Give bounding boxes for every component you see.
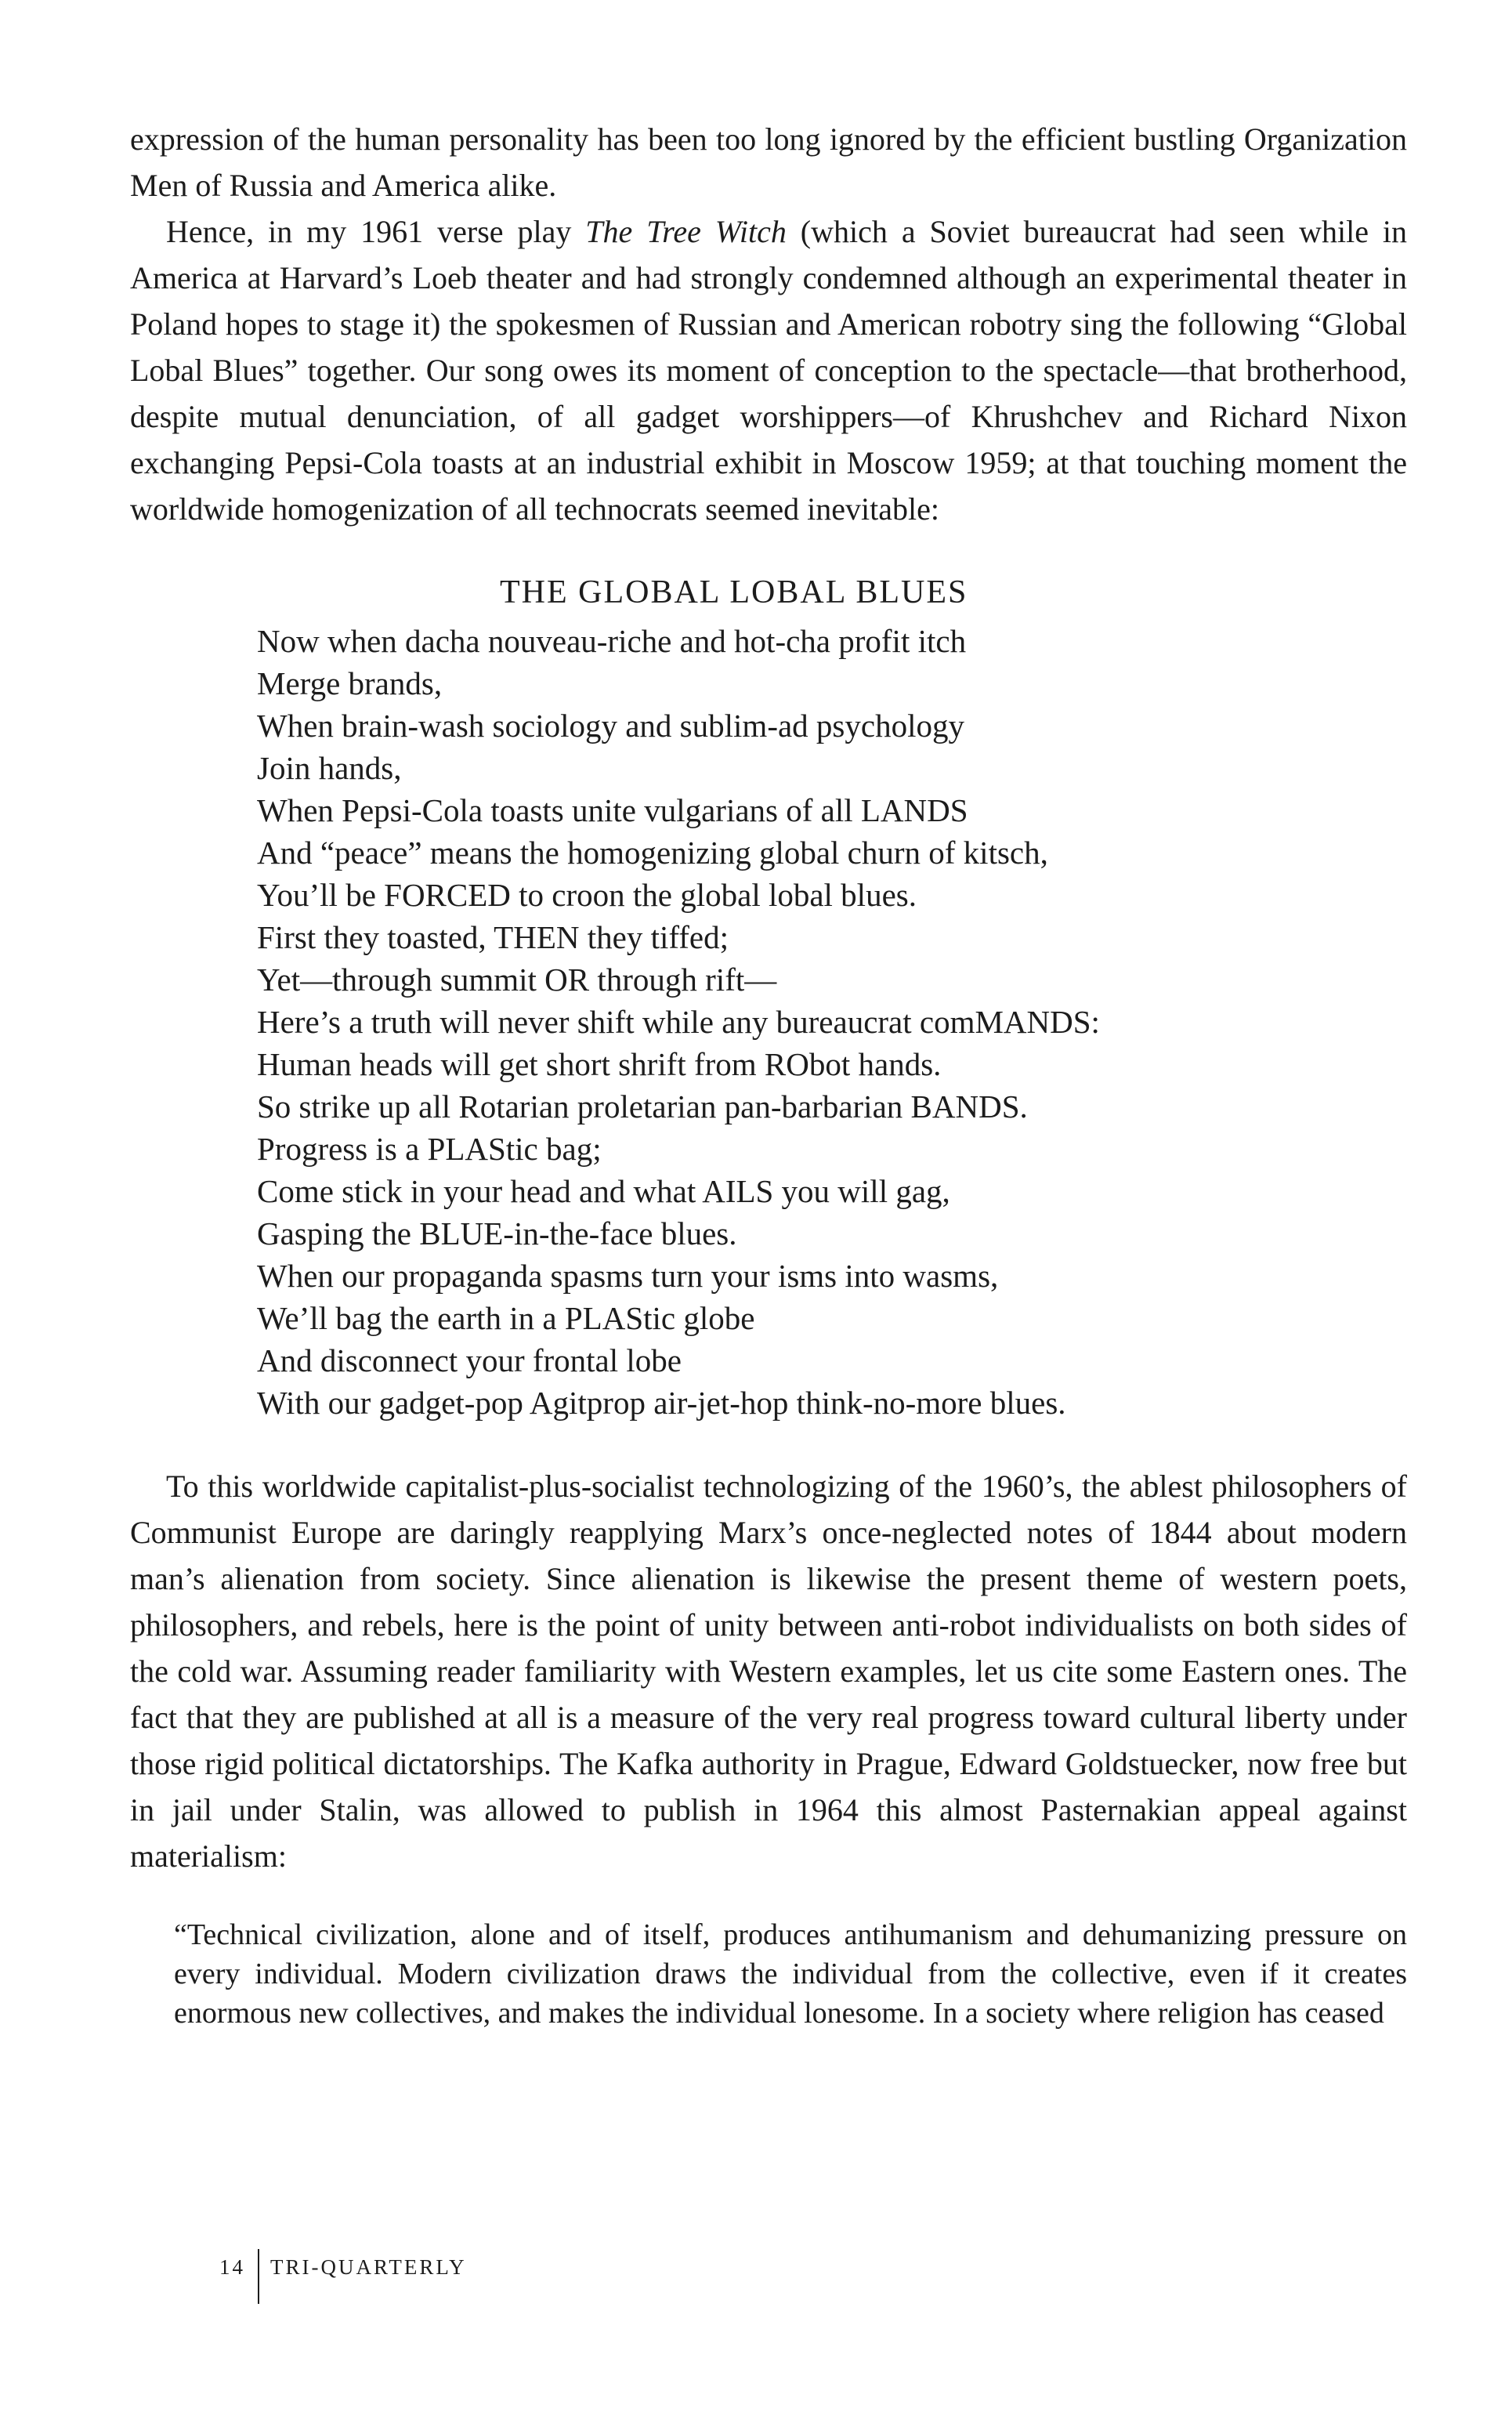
poem-line: Come stick in your head and what AILS you will gag, <box>257 1173 950 1209</box>
poem-line: Progress is a PLAStic bag; <box>257 1131 602 1167</box>
poem-line: When Pepsi-Cola toasts unite vulgarians of all LANDS <box>257 792 968 828</box>
poem-line: So strike up all Rotarian proletarian pan-barbarian BANDS. <box>257 1088 1028 1125</box>
poem <box>257 571 1407 1424</box>
poem-line: Now when dacha nouveau-riche and hot-cha profit itch <box>257 623 967 659</box>
page-footer <box>219 2240 467 2294</box>
play-title: The Tree Witch <box>585 214 787 249</box>
poem-line: We’ll bag the earth in a PLAStic globe <box>257 1300 755 1336</box>
poem-line: Yet—through summit OR through rift— <box>257 962 777 998</box>
paragraph-continuation: expression of the human personality has been too long ignored by the efficient bustling Organization Men of Russia and America alike. <box>130 121 1407 203</box>
paragraph-alienation: To this worldwide capitalist-plus-socialist technologizing of the 1960’s, the ablest philosophers of Communist Europe are daringly reapplying Marx’s once-neglected notes of 1844 about modern man’s alienation from society. Since alienation is likewise the present theme of western poets, philosophers, and rebels, here is the point of unity between anti-robot individualists on both sides of the cold war. Assuming reader familiarity with Western examples, let us cite some Eastern ones. The fact that they are published at all is a measure of the very real progress toward cultural liberty under those rigid political dictatorships. The Kafka authority in Prague, Edward Goldstuecker, now free but in jail under Stalin, was allowed to publish in 1964 this almost Pasternakian appeal against materialism: <box>130 1469 1407 1874</box>
paragraph-tree-witch-lead: Hence, in my 1961 verse play <box>166 214 586 249</box>
footer-divider <box>258 2249 259 2304</box>
poem-lines <box>257 620 1407 1424</box>
poem-line: Human heads will get short shrift from RObot hands. <box>257 1046 942 1082</box>
poem-line: Here’s a truth will never shift while any bureaucrat comMANDS: <box>257 1004 1100 1040</box>
poem-line: With our gadget-pop Agitprop air-jet-hop think-no-more blues. <box>257 1385 1066 1421</box>
paragraph-tree-witch-body: (which a Soviet bureaucrat had seen while in America at Harvard’s Loeb theater and had strongly condemned although an experimental theater in Poland hopes to stage it) the spokesmen of Russian and American robotry sing the following “Global Lobal Blues” together. Our song owes its moment of conception to the spectacle—that brotherhood, despite mutual denunciation, of all gadget worshippers—of Khrushchev and Richard Nixon exchanging Pepsi-Cola toasts at an industrial exhibit in Moscow 1959; at that touching moment the worldwide homogenization of all technocrats seemed inevitable: <box>130 214 1407 527</box>
poem-line: And “peace” means the homogenizing global churn of kitsch, <box>257 835 1048 871</box>
poem-line: Merge brands, <box>257 665 443 701</box>
paragraph-tree-witch <box>130 208 1407 532</box>
poem-line: And disconnect your frontal lobe <box>257 1342 682 1378</box>
poem-title: THE GLOBAL LOBAL BLUES <box>500 574 968 610</box>
poem-line: When our propaganda spasms turn your isms into wasms, <box>257 1258 999 1294</box>
poem-line: First they toasted, THEN they tiffed; <box>257 919 729 955</box>
block-quote: “Technical civilization, alone and of itself, produces antihumanism and dehumanizing pressure on every individual. Modern civilization draws the individual from the collective, even if it creates enormous new collectives, and makes the individual lonesome. In a society where religion has ceased <box>174 1918 1407 2030</box>
journal-name: TRI-QUARTERLY <box>270 2255 467 2279</box>
page-body <box>130 116 1407 2033</box>
poem-line: When brain-wash sociology and sublim-ad psychology <box>257 708 964 744</box>
poem-line: You’ll be FORCED to croon the global lobal blues. <box>257 877 917 913</box>
poem-line: Join hands, <box>257 750 402 786</box>
page-number: 14 <box>219 2255 245 2279</box>
poem-line: Gasping the BLUE-in-the-face blues. <box>257 1215 737 1251</box>
